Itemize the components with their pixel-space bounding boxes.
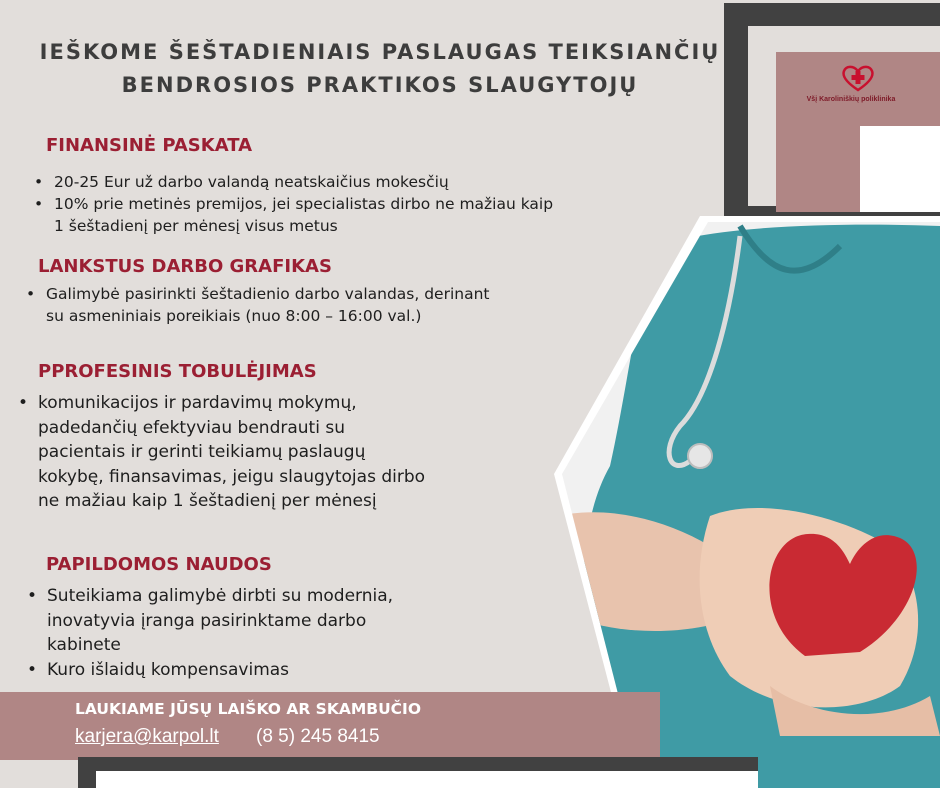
list-item: • 20-25 Eur už darbo valandą neatskaičius mokesčių (32, 171, 562, 193)
title-line-1: IEŠKOME ŠEŠTADIENIAIS PASLAUGAS TEIKSIANČIŲ (39, 40, 721, 64)
list-item: • Galimybė pasirinkti šeštadienio darbo valandas, derinant su asmeniniais poreikiais (nuo 8:00 – 16:00 val.) (24, 283, 494, 327)
list-item: • Kuro išlaidų kompensavimas (25, 658, 445, 683)
title-line-2: BENDROSIOS PRAKTIKOS SLAUGYTOJŲ (121, 73, 639, 97)
list-item: • komunikacijos ir pardavimų mokymų, padedančių efektyviau bendrauti su pacientais ir gerinti teikiamų paslaugų kokybę, finansavimas, jeigu slaugytojas dirbo ne mažiau kaip 1 šeštadienį per mėnesį (16, 391, 436, 514)
phone-number: (8 5) 245 8415 (256, 726, 380, 747)
section-heading-development: PPROFESINIS TOBULĖJIMAS (38, 361, 317, 382)
page-title (0, 36, 760, 102)
benefits-list (25, 584, 445, 682)
list-item: • Suteikiama galimybė dirbti su modernia, inovatyvia įranga pasirinktame darbo kabinete (25, 584, 445, 658)
email-link[interactable]: karjera@karpol.lt (75, 726, 219, 747)
section-heading-financial: FINANSINĖ PASKATA (46, 135, 253, 156)
schedule-list (24, 283, 494, 327)
financial-list (32, 171, 562, 237)
development-list (16, 391, 436, 514)
section-heading-benefits: PAPILDOMOS NAUDOS (46, 554, 272, 575)
footer-title: LAUKIAME JŪSŲ LAIŠKO AR SKAMBUČIO (75, 700, 421, 718)
decorative-white-block (860, 126, 940, 212)
heart-cross-icon (840, 64, 876, 92)
footer-white-bar (96, 771, 758, 788)
section-heading-schedule: LANKSTUS DARBO GRAFIKAS (38, 256, 332, 277)
list-item: • 10% prie metinės premijos, jei specialistas dirbo ne mažiau kaip 1 šeštadienį per mėnesį visus metus (32, 193, 562, 237)
logo-text: Všį Karoliniškių poliklinika (806, 96, 896, 103)
